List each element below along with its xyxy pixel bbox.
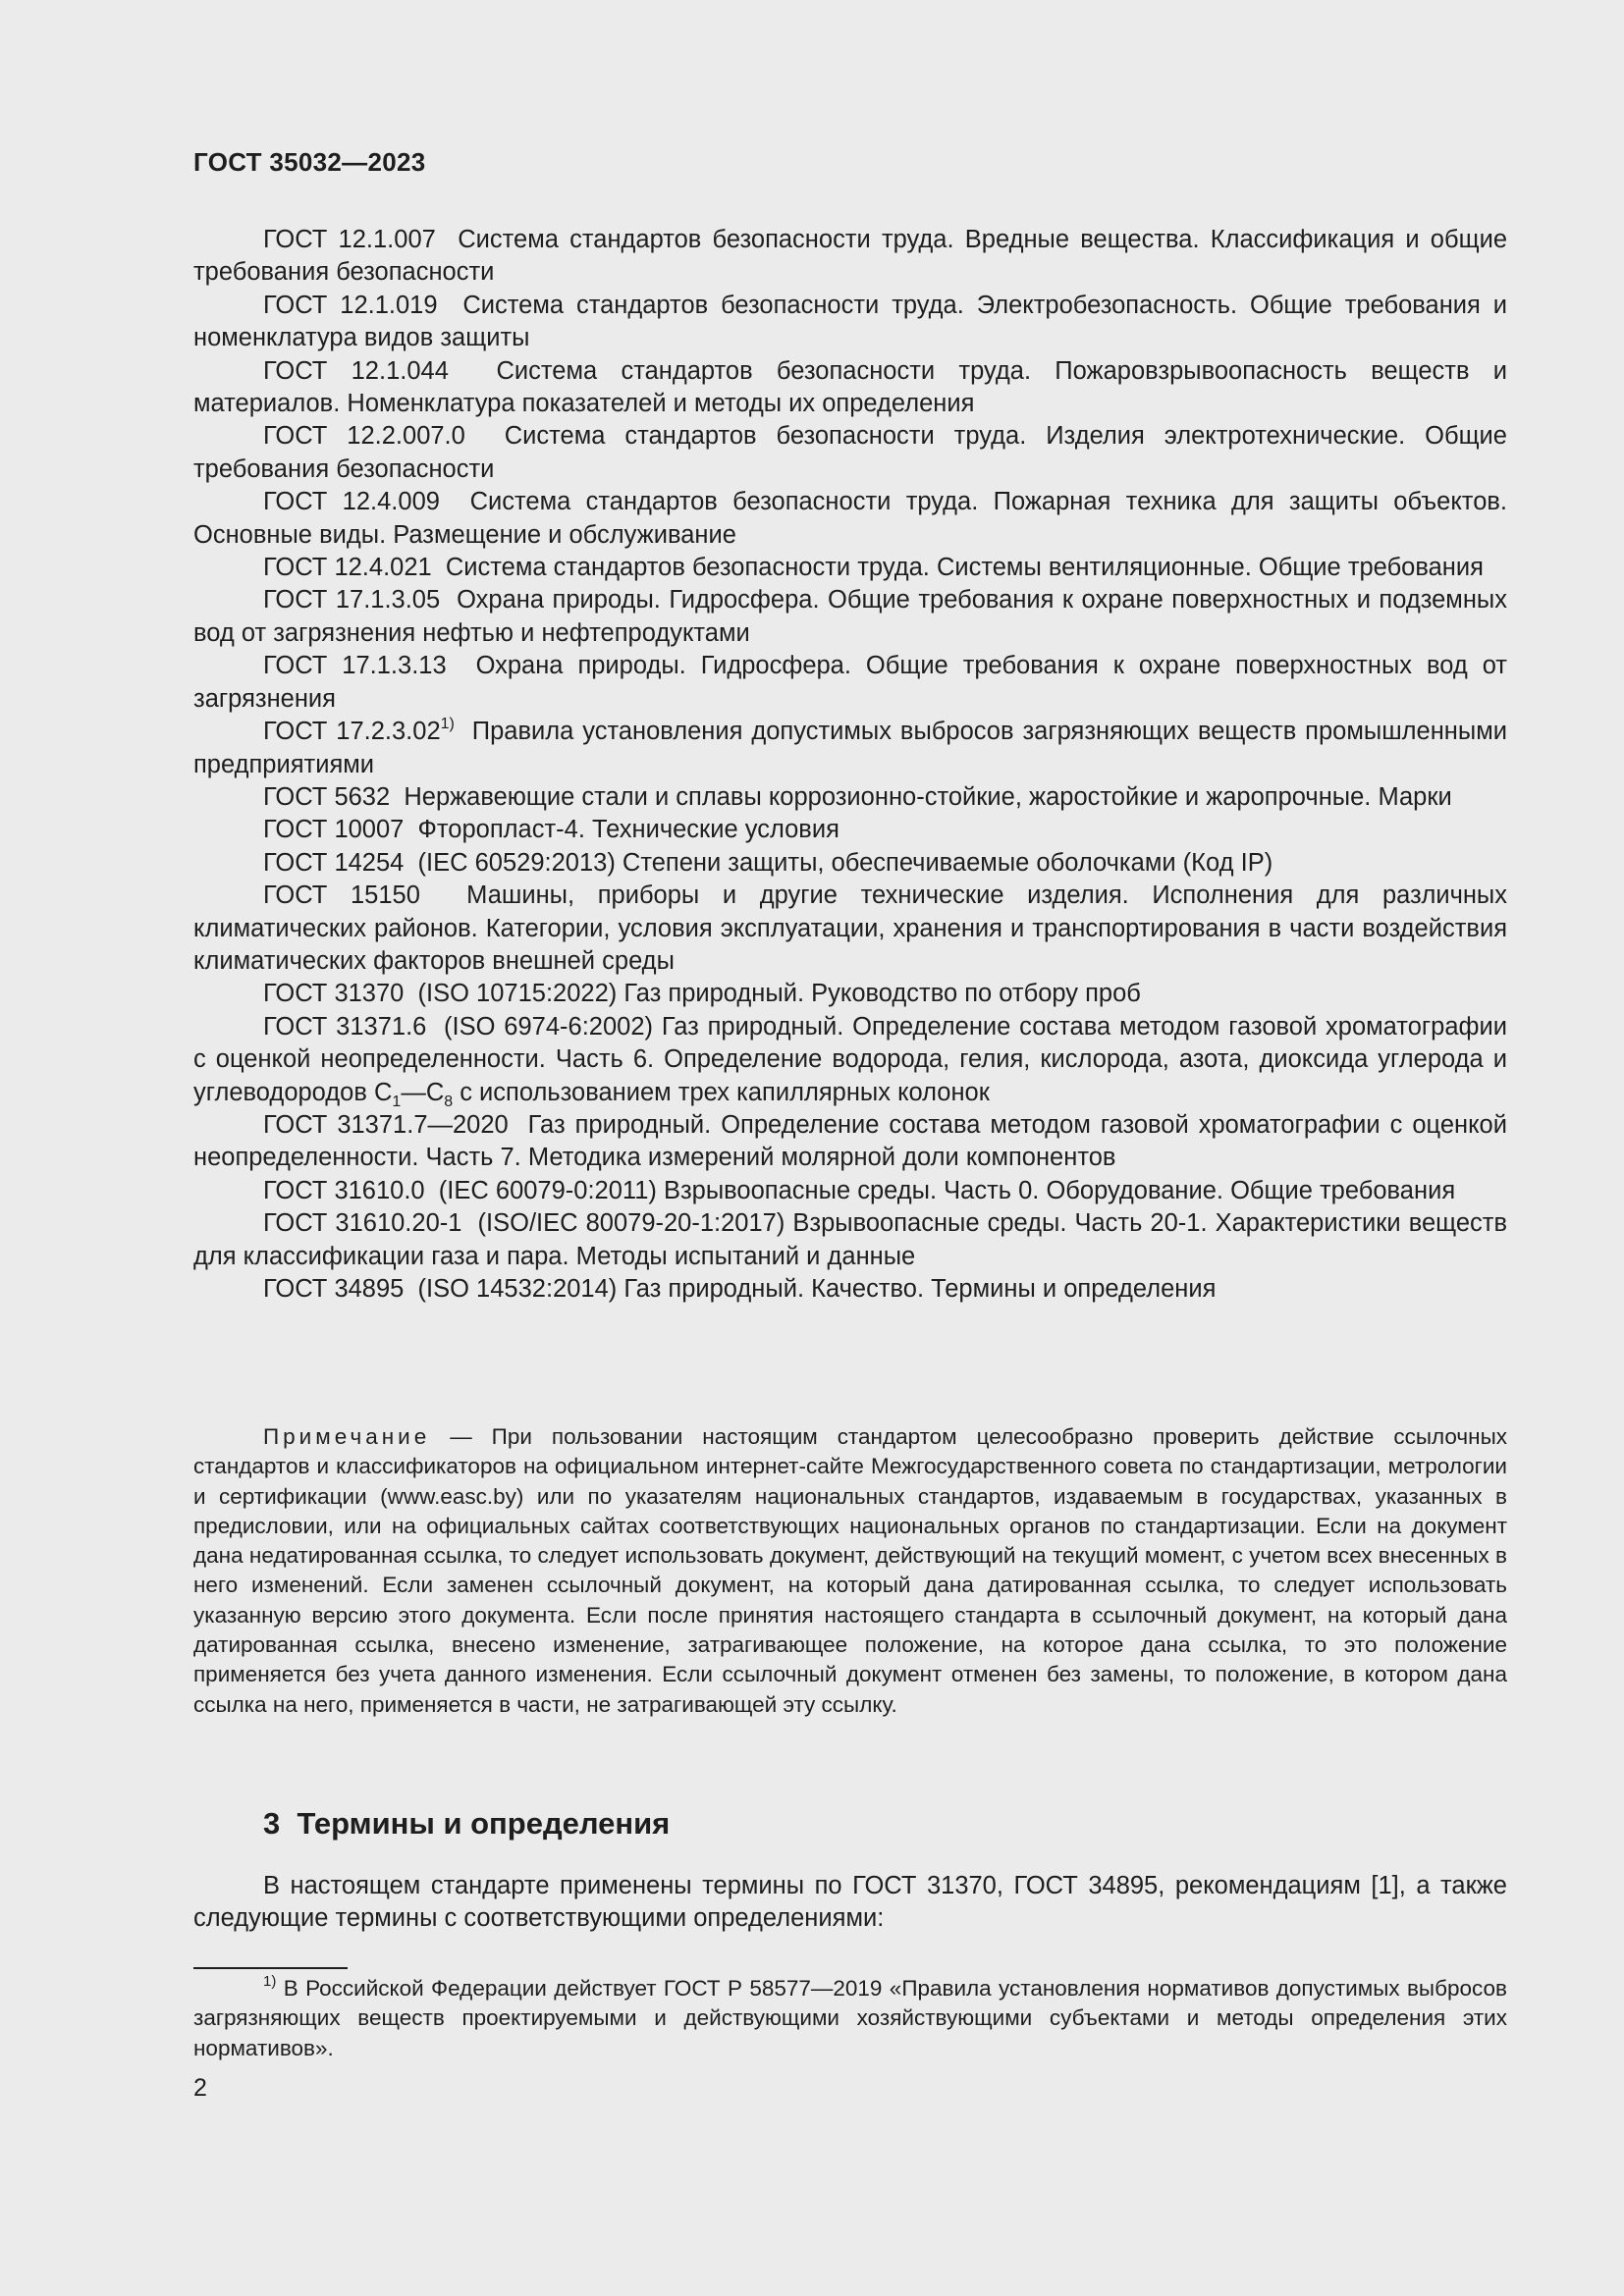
reference-code: ГОСТ 12.1.007 [263,226,436,253]
reference-title: (ISO 6974-6:2002) Газ природный. Определение состава методом газовой хроматографии с оценкой неопределенности. Часть 6. Определение водорода, гелия, кислорода, азота, диоксида углерода и углеводородов C [193,1012,1508,1106]
reference-item [193,880,1507,978]
reference-title: Машины, приборы и другие технические изделия. Исполнения для различных климатических районов. Категории, условия эксплуатации, хранения и транспортирования в части воздействия климатических факторов внешней среды [193,881,1508,975]
document-header: ГОСТ 35032—2023 [193,147,426,177]
reference-title: Охрана природы. Гидросфера. Общие требования к охране поверхностных вод от загрязнения [193,652,1507,713]
reference-code: ГОСТ 31371.6 [263,1012,427,1041]
reference-title: Система стандартов безопасности труда. Вредные вещества. Классификация и общие требования безопасности [193,226,1508,287]
reference-item [193,1207,1507,1273]
reference-item [193,1273,1507,1306]
footnote-mark: 1) [263,1972,277,1990]
reference-title: (ISO/IEC 80079-20-1:2017) Взрывоопасные среды. Часть 20-1. Характеристики веществ для классификации газа и пара. Методы испытаний и данные [193,1209,1507,1270]
reference-code: ГОСТ 12.4.009 [263,488,440,516]
reference-title: Система стандартов безопасности труда. Системы вентиляционные. Общие требования [445,554,1484,582]
reference-item [193,355,1507,421]
reference-title: Правила установления допустимых выбросов загрязняющих веществ промышленными предприятиями [193,718,1507,778]
reference-item [193,1175,1507,1207]
formula-part: —C [401,1078,445,1106]
reference-code: ГОСТ 31370 [263,980,405,1008]
reference-title: Система стандартов безопасности труда. Изделия электротехнические. Общие требования безопасности [193,422,1507,483]
reference-title: Газ природный. Определение состава методом газовой хроматографии с оценкой неопределенности. Часть 7. Методика измерений молярной доли компонентов [193,1110,1507,1172]
reference-title: (IEC 60529:2013) Степени защиты, обеспечиваемые оболочками (Код IP) [417,848,1273,877]
section-body: В настоящем стандарте применены термины по ГОСТ 31370, ГОСТ 34895, рекомендациям [1], а также следующие термины с соответствующими определениями: [193,1872,1507,1933]
reference-item [193,552,1507,584]
note-text: — При пользовании настоящим стандартом целесообразно проверить действие ссылочных стандартов и классификаторов на официальном интернет-сайте Межгосударственного совета по стандартизации, метрологии и сертификации (www.easc.by) или по указателям национальных стандартов, издаваемым в государствах, указанных в предисловии, или на официальных сайтах соответствующих национальных органов по стандартизации. Если на документ дана недатированная ссылка, то следует использовать документ, действующий на текущий момент, с учетом всех внесенных в него изменений. Если заменен ссылочный документ, на который дана датированная ссылка, то следует использовать указанную версию этого документа. Если после принятия настоящего стандарта в ссылочный документ, на который дана датированная ссылка, внесено изменение, затрагивающее положение, на которое дана ссылка, то это положение применяется без учета данного изменения. Если ссылочный документ отменен без замены, то положение, в котором дана ссылка на него, применяется в части, не затрагивающей эту ссылку. [193,1424,1507,1717]
footnote-text: В Российской Федерации действует ГОСТ Р 58577—2019 «Правила установления нормативов допустимых выбросов загрязняющих веществ проектируемыми и действующими хозяйствующими субъектами и методы определения этих нормативов». [193,1976,1507,2060]
reference-item [193,420,1507,486]
reference-title: Система стандартов безопасности труда. Электробезопасность. Общие требования и номенклатура видов защиты [193,291,1508,352]
footnote-divider [193,1967,348,1969]
section-number: 3 [263,1806,281,1841]
reference-code: ГОСТ 15150 [263,881,420,910]
reference-item [193,224,1507,290]
reference-code: ГОСТ 12.1.044 [263,356,449,385]
page-number: 2 [193,2074,207,2102]
section-title: Термины и определения [297,1806,671,1841]
reference-item [193,716,1507,781]
reference-title: (IEC 60079-0:2011) Взрывоопасные среды. Часть 0. Оборудование. Общие требования [438,1176,1456,1204]
reference-title: Нержавеющие стали и сплавы коррозионно-стойкие, жаростойкие и жаропрочные. Марки [404,782,1452,811]
reference-item [193,650,1507,716]
reference-title: (ISO 10715:2022) Газ природный. Руководство по отбору проб [417,980,1141,1008]
reference-code: ГОСТ 10007 [263,816,405,844]
reference-title: Фторопласт-4. Технические условия [417,816,839,844]
subscript: 1 [392,1093,402,1110]
reference-title-tail: с использованием трех капиллярных колонок [453,1078,990,1106]
reference-item [193,814,1507,846]
reference-item [193,847,1507,880]
reference-code: ГОСТ 34895 [263,1275,405,1303]
reference-title: Охрана природы. Гидросфера. Общие требования к охране поверхностных и подземных вод от загрязнения нефтью и нефтепродуктами [193,586,1507,647]
reference-code: ГОСТ 12.4.021 [263,554,432,582]
reference-code: ГОСТ 17.1.3.05 [263,586,441,614]
reference-item [193,781,1507,814]
reference-code: ГОСТ 31371.7—2020 [263,1110,509,1139]
reference-item [193,486,1507,552]
reference-code: ГОСТ 31610.20-1 [263,1209,462,1238]
reference-title: Система стандартов безопасности труда. Пожарная техника для защиты объектов. Основные виды. Размещение и обслуживание [193,488,1508,549]
reference-item [193,978,1507,1010]
reference-code: ГОСТ 17.2.3.02 [263,718,441,746]
reference-title: (ISO 14532:2014) Газ природный. Качество. Термины и определения [417,1275,1217,1303]
footnote-ref-mark: 1) [440,715,455,732]
note-label: Примечание [263,1424,431,1449]
reference-item [193,1011,1507,1109]
note-paragraph [193,1422,1507,1720]
reference-code: ГОСТ 12.1.019 [263,291,438,319]
footnote [193,1974,1507,2063]
reference-title: Система стандартов безопасности труда. Пожаровзрывоопасность веществ и материалов. Номенклатура показателей и методы их определения [193,356,1508,418]
reference-code: ГОСТ 14254 [263,848,405,877]
reference-item [193,1109,1507,1175]
reference-item [193,290,1507,355]
references-list [193,224,1507,1306]
reference-code: ГОСТ 12.2.007.0 [263,422,465,451]
reference-item [193,584,1507,650]
subscript: 8 [444,1093,454,1110]
reference-code: ГОСТ 5632 [263,782,391,811]
reference-code: ГОСТ 31610.0 [263,1176,425,1204]
reference-code: ГОСТ 17.1.3.13 [263,652,447,680]
section-heading [263,1806,670,1842]
